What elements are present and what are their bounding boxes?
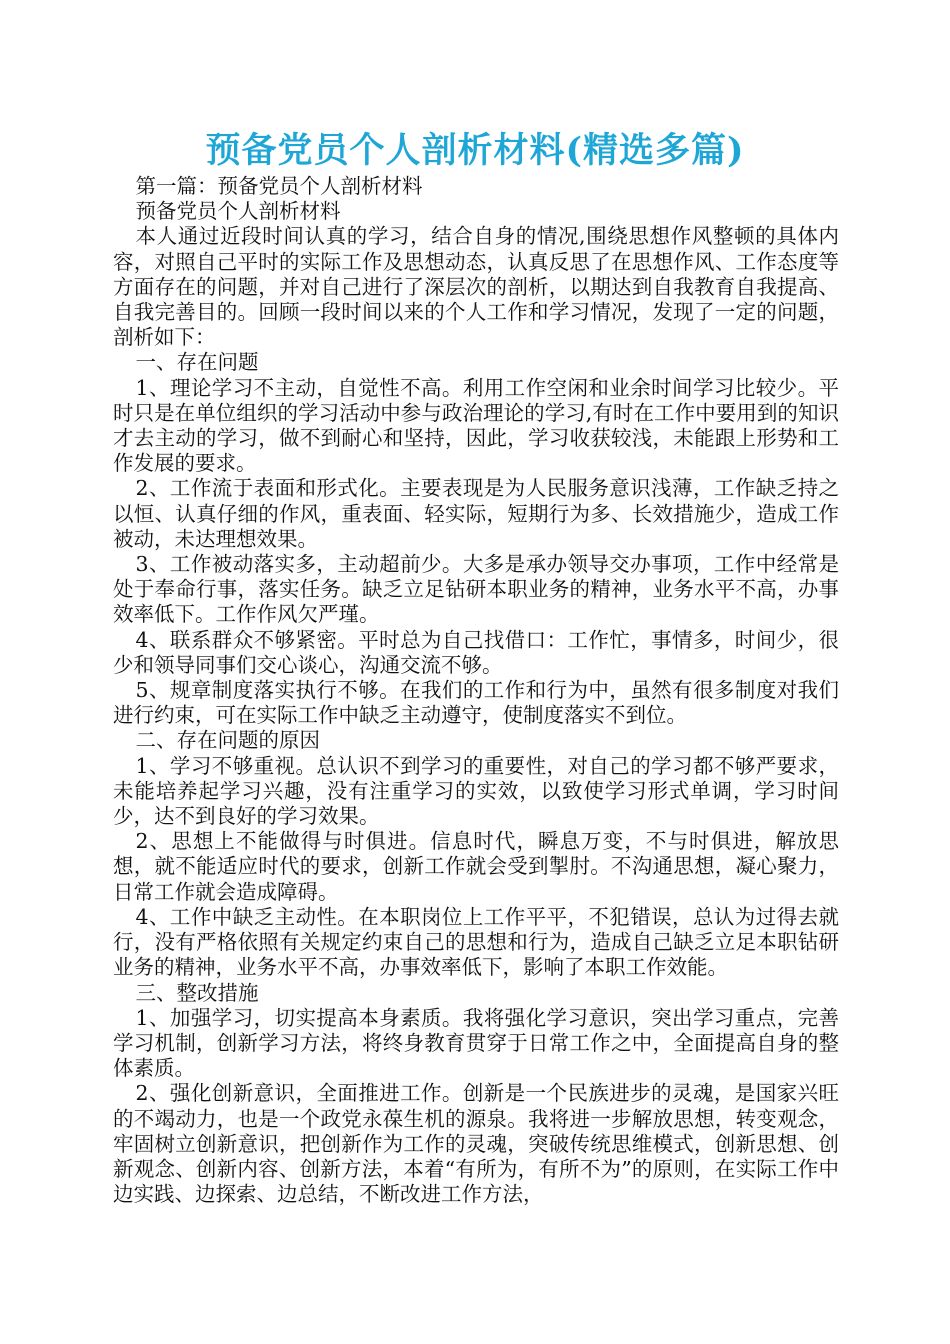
paragraph: 3、工作被动落实多，主动超前少。大多是承办领导交办事项，工作中经常是处于奉命行事，落实任务。缺乏立足钻研本职业务的精神，业务水平不高，办事效率低下。工作作风欠严瑾。	[113, 552, 839, 627]
section-heading: 一、存在问题	[135, 350, 259, 375]
document-body	[113, 174, 839, 1207]
paragraph: 1、学习不够重视。总认识不到学习的重要性，对自己的学习都不够严要求，未能培养起学习兴趣，没有注重学习的实效，以致使学习形式单调，学习时间少，达不到良好的学习效果。	[113, 753, 839, 829]
paragraph: 预备党员个人剖析材料	[135, 199, 341, 224]
paragraph: 1、加强学习，切实提高本身素质。我将强化学习意识，突出学习重点，完善学习机制，创新学习方法，将终身教育贯穿于日常工作之中，全面提高自身的整体素质。	[113, 1005, 839, 1081]
paragraph: 第一篇：预备党员个人剖析材料	[135, 174, 423, 198]
paragraph: 2、强化创新意识，全面推进工作。创新是一个民族进步的灵魂，是国家兴旺的不竭动力，也是一个政党永葆生机的源泉。我将进一步解放思想，转变观念，牢固树立创新意识，把创新作为工作的灵魂，突破传统思维模式，创新思想、创新观念、创新内容、创新方法，本着“有所为，有所不为”的原则，在实际工作中边实践、边探索、边总结，不断改进工作方法，	[113, 1081, 839, 1207]
document-title: 预备党员个人剖析材料(精选多篇)	[205, 130, 745, 171]
paragraph: 1、理论学习不主动，自觉性不高。利用工作空闲和业余时间学习比较少。平时只是在单位组织的学习活动中参与政治理论的学习,有时在工作中要用到的知识才去主动的学习，做不到耐心和坚持，因此，学习收获较浅，未能跟上形势和工作发展的要求。	[113, 375, 839, 476]
paragraph: 5、规章制度落实执行不够。在我们的工作和行为中，虽然有很多制度对我们进行约束，可在实际工作中缺乏主动遵守，使制度落实不到位。	[113, 678, 839, 728]
paragraph: 2、思想上不能做得与时俱进。信息时代，瞬息万变，不与时俱进，解放思想，就不能适应时代的要求，创新工作就会受到掣肘。不沟通思想，凝心聚力，日常工作就会造成障碍。	[113, 829, 839, 904]
paragraph: 4、联系群众不够紧密。平时总为自己找借口：工作忙，事情多，时间少，很少和领导同事们交心谈心，沟通交流不够。	[113, 627, 839, 677]
paragraph: 2、工作流于表面和形式化。主要表现是为人民服务意识浅薄，工作缺乏持之以恒、认真仔细的作风，重表面、轻实际，短期行为多、长效措施少，造成工作被动，未达理想效果。	[113, 476, 839, 551]
paragraph: 4、工作中缺乏主动性。在本职岗位上工作平平，不犯错误，总认为过得去就行，没有严格依照有关规定约束自己的思想和行为，造成自己缺乏立足本职钻研业务的精神，业务水平不高，办事效率低下，影响了本职工作效能。	[113, 904, 839, 980]
paragraph: 本人通过近段时间认真的学习，结合自身的情况,围绕思想作风整顿的具体内容，对照自己平时的实际工作及思想动态，认真反思了在思想作风、工作态度等方面存在的问题，并对自己进行了深层次的剖析，以期达到自我教育自我提高、自我完善目的。回顾一段时间以来的个人工作和学习情况，发现了一定的问题，剖析如下：	[113, 224, 839, 350]
section-heading: 三、整改措施	[135, 980, 259, 1005]
section-heading: 二、存在问题的原因	[135, 728, 321, 753]
